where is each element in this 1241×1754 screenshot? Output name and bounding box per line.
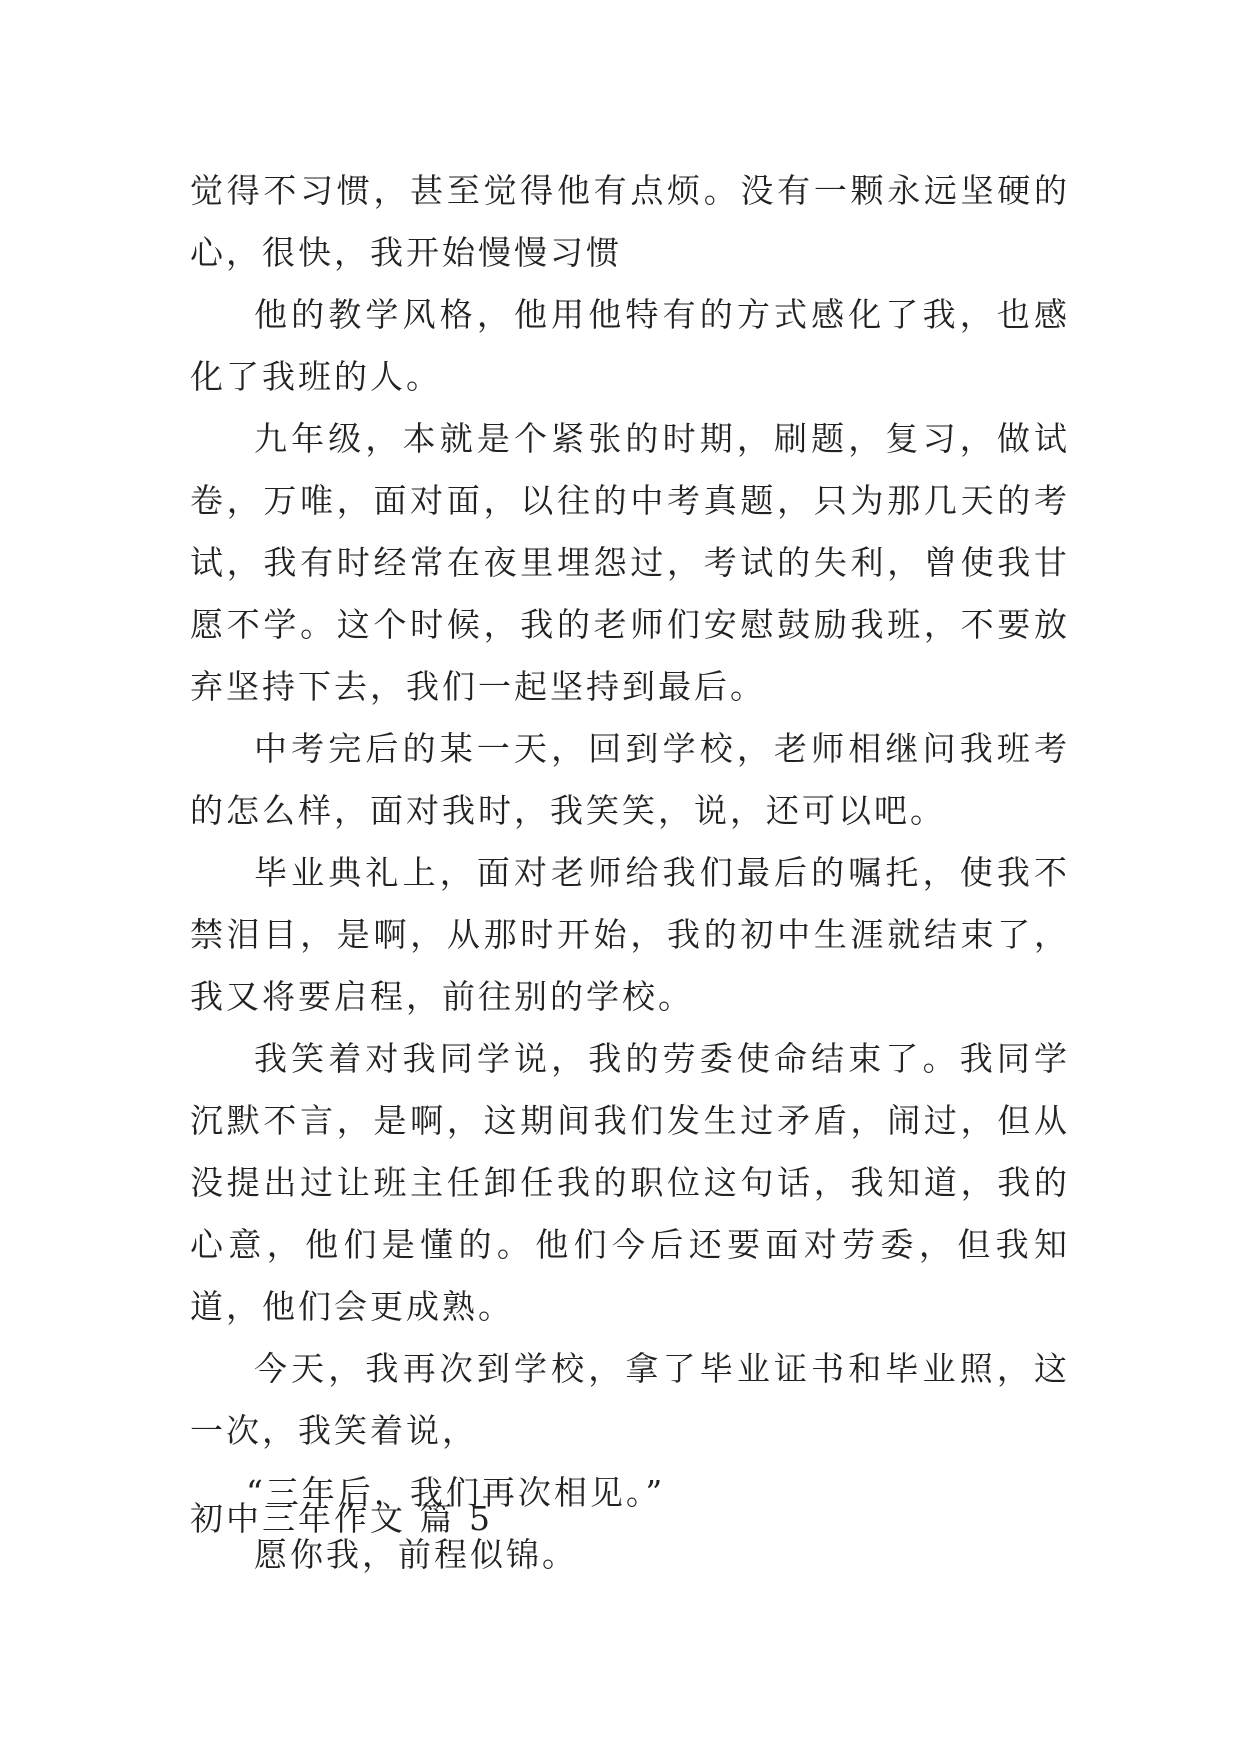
paragraph: 毕业典礼上，面对老师给我们最后的嘱托，使我不禁泪目，是啊，从那时开始，我的初中生涯就结束了，我又将要启程，前往别的学校。 xyxy=(190,853,1070,1016)
essay-body xyxy=(190,160,1070,1586)
paragraph: 觉得不习惯，甚至觉得他有点烦。没有一颗永远坚硬的心，很快，我开始慢慢习惯 xyxy=(190,171,1070,272)
paragraph: 他的教学风格，他用他特有的方式感化了我，也感化了我班的人。 xyxy=(190,295,1070,396)
paragraph: 今天，我再次到学校，拿了毕业证书和毕业照，这一次，我笑着说， xyxy=(190,1349,1070,1450)
paragraph: 中考完后的某一天，回到学校，老师相继问我班考的怎么样，面对我时，我笑笑，说，还可以吧。 xyxy=(190,729,1070,830)
section-heading: 初中三年作文 篇 5 xyxy=(190,1499,493,1538)
closing-paragraph: 愿你我，前程似锦。 xyxy=(254,1535,578,1574)
paragraph: 我笑着对我同学说，我的劳委使命结束了。我同学沉默不言，是啊，这期间我们发生过矛盾，闹过，但从没提出过让班主任卸任我的职位这句话，我知道，我的心意，他们是懂的。他们今后还要面对劳委，但我知道，他们会更成熟。 xyxy=(190,1039,1070,1326)
quote-paragraph: “三年后，我们再次相见。” xyxy=(246,1473,666,1512)
paragraph: 九年级，本就是个紧张的时期，刷题，复习，做试卷，万唯，面对面，以往的中考真题，只为那几天的考试，我有时经常在夜里埋怨过，考试的失利，曾使我甘愿不学。这个时候，我的老师们安慰鼓励我班，不要放弃坚持下去，我们一起坚持到最后。 xyxy=(190,419,1070,706)
